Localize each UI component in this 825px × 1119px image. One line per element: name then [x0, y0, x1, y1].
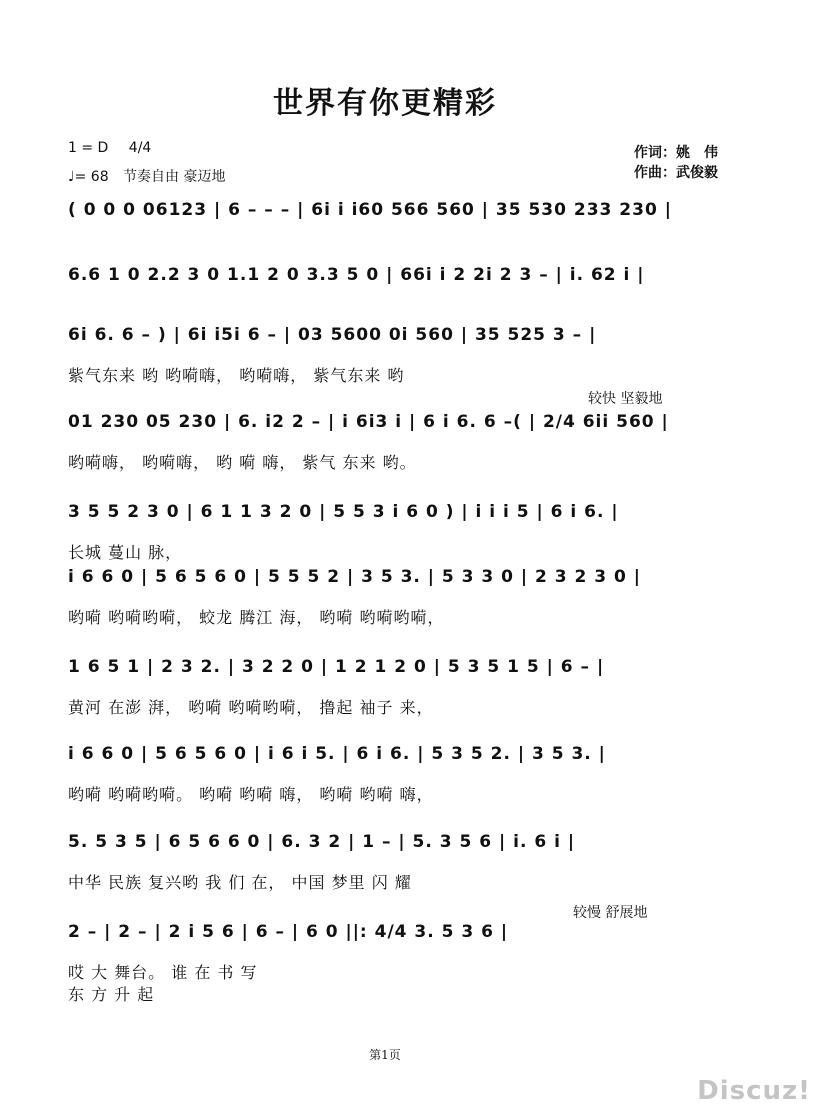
lyric-line: 哎 大 舞台。 谁 在 书 写 [68, 963, 258, 982]
tempo-line [68, 166, 226, 186]
tempo-value: = 68 [74, 169, 109, 185]
notation-line: 1 6 5 1 | 2 3 2. | 3 2 2 0 | 1 2 1 2 0 | 5 3 5 1 5 | 6 – | [68, 657, 605, 677]
notation-line: i 6 6 0 | 5 6 5 6 0 | 5 5 5 2 | 3 5 3. | 5 3 3 0 | 2 3 2 3 0 | [68, 567, 641, 587]
time-signature: 4/4 [128, 140, 152, 156]
notation-line: i 6 6 0 | 5 6 5 6 0 | i 6 i 5. | 6 i 6. | 5 3 5 2. | 3 5 3. | [68, 744, 606, 764]
notation-line: ( 0 0 0 06123 | 6 – – – | 6i i i60 566 560 | 35 530 233 230 | [68, 200, 672, 220]
notation-line: 6.6 1 0 2.2 3 0 1.1 2 0 3.3 5 0 | 66i i 2 2i 2 3 – | i. 62 i | [68, 265, 645, 285]
staff-system-7 [68, 657, 748, 749]
staff-system-10 [68, 905, 748, 1014]
lyric-line: 长城 蔓山 脉， [68, 543, 183, 562]
lyric-line: 黄河 在澎 湃， 哟嗬 哟嗬哟嗬， 撸起 袖子 来， [68, 698, 434, 717]
key-label: 1 = D [68, 140, 109, 156]
watermark-logo: Discuz! [697, 1076, 811, 1106]
tempo-marking: 较快 坚毅地 [588, 391, 663, 407]
notation-line: 5. 5 3 5 | 6 5 6 6 0 | 6. 3 2 | 1 – | 5. 3 5 6 | i. 6 i | [68, 832, 576, 852]
staff-system-4 [68, 391, 748, 504]
lyric-line: 紫气东来 哟 哟嗬嗨， 哟嗬嗨， 紫气东来 哟 [68, 366, 405, 385]
tempo-marking: 较慢 舒展地 [573, 905, 648, 921]
quarter-note-icon: ♩ [68, 169, 75, 185]
key-signature [68, 140, 151, 156]
composer: 作曲：武俊毅 [634, 165, 718, 181]
lyric-line: 哟嗬 哟嗬哟嗬， 蛟龙 腾江 海， 哟嗬 哟嗬哟嗬， [68, 608, 445, 627]
notation-line: 01 230 05 230 | 6. i2 2 – | i 6i3 i | 6 i 6. 6 –( | 2/4 6ii 560 | [68, 412, 669, 432]
lyric-line-verse-2: 东 方 升 起 [68, 985, 155, 1004]
lyric-line: 哟嗬嗨， 哟嗬嗨， 哟 嗬 嗨， 紫气 东来 哟。 [68, 453, 417, 472]
notation-line: 3 5 5 2 3 0 | 6 1 1 3 2 0 | 5 5 3 i 6 0 ) | i i i 5 | 6 i 6. | [68, 502, 619, 522]
tempo-text: 节奏自由 豪迈地 [123, 169, 226, 185]
page-number: 第1页 [369, 1048, 401, 1062]
staff-system-8 [68, 744, 748, 836]
song-title: 世界有你更精彩 [273, 86, 497, 121]
notation-line: 6i 6. 6 – ) | 6i i5i 6 – | 03 5600 0i 560 | 35 525 3 – | [68, 325, 597, 345]
lyric-line: 中华 民族 复兴哟 我 们 在， 中国 梦里 闪 耀 [68, 873, 412, 892]
lyric-line: 哟嗬 哟嗬哟嗬。 哟嗬 哟嗬 嗨， 哟嗬 哟嗬 嗨， [68, 785, 434, 804]
staff-system-6 [68, 567, 748, 659]
notation-line: 2 – | 2 – | 2 i 5 6 | 6 – | 6 0 ||: 4/4 3. 5 3 6 | [68, 922, 509, 942]
lyricist: 作词：姚 伟 [634, 145, 718, 161]
